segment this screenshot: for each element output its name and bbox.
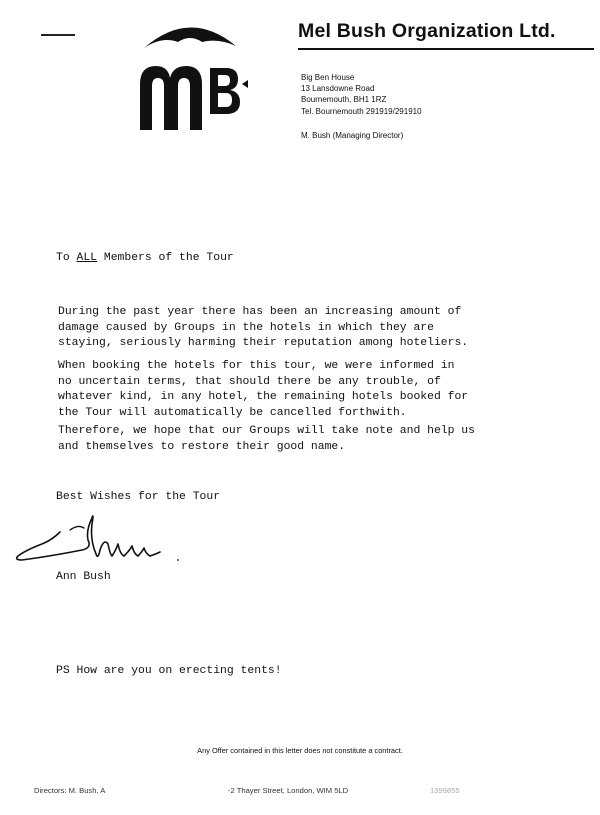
address-line: Tel. Bournemouth 291919/291910 — [301, 106, 422, 116]
paragraph-1 — [58, 305, 468, 352]
company-name: Mel Bush Organization Ltd. — [298, 14, 594, 50]
text-line: damage caused by Groups in the hotels in which they are — [58, 321, 434, 334]
text-line: no uncertain terms, that should there be any trouble, of — [58, 375, 441, 388]
text-line: During the past year there has been an increasing amount of — [58, 306, 462, 318]
address-line: Big Ben House — [301, 73, 355, 82]
footer-directors: Directors: M. Bush, A — [34, 786, 106, 795]
signer-name: Ann Bush — [56, 571, 111, 583]
address-line: 13 Lansdowne Road — [301, 84, 375, 94]
paragraph-3 — [58, 424, 475, 455]
text-line: whatever kind, in any hotel, the remaining hotels booked for — [58, 391, 469, 404]
footer-registration: 1399855 — [430, 786, 460, 795]
corner-mark — [41, 34, 75, 36]
salutation — [56, 252, 234, 264]
address-line: Bournemouth, BH1 1RZ — [301, 95, 387, 105]
footer-address: -2 Thayer Street, London, WIM 5LD — [228, 786, 349, 795]
text-line: and themselves to restore their good name. — [58, 440, 346, 453]
salutation-emphasis: ALL — [76, 252, 98, 264]
legal-disclaimer: Any Offer contained in this letter does not constitute a contract. — [197, 746, 403, 755]
salutation-prefix: To — [56, 252, 77, 264]
text-line: the Tour will automatically be cancelled forthwith. — [58, 406, 407, 419]
managing-director: M. Bush (Managing Director) — [301, 131, 404, 140]
company-address — [301, 72, 422, 117]
text-line: When booking the hotels for this tour, we were informed in — [58, 360, 455, 372]
salutation-suffix: Members of the Tour — [97, 252, 234, 264]
handwritten-signature — [12, 510, 192, 575]
text-line: Therefore, we hope that our Groups will take note and help us — [58, 425, 475, 437]
closing: Best Wishes for the Tour — [56, 491, 221, 503]
text-line: staying, seriously harming their reputation among hoteliers. — [58, 337, 469, 350]
postscript: PS How are you on erecting tents! — [56, 665, 282, 677]
company-logo — [130, 18, 250, 136]
paragraph-2 — [58, 359, 468, 421]
